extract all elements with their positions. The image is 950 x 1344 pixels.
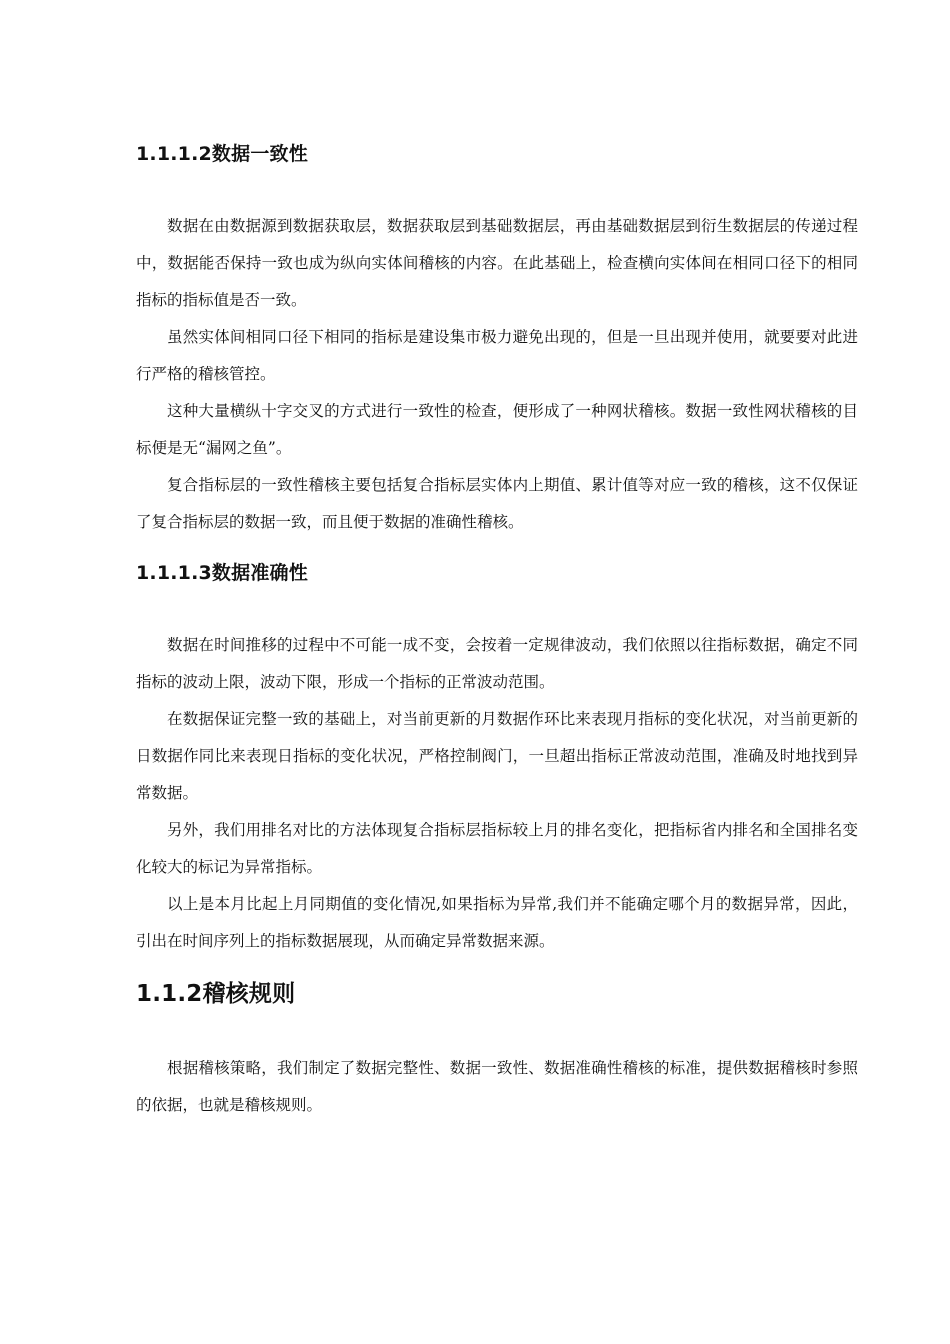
section-heading-data-consistency: 1.1.1.2数据一致性 <box>136 143 308 165</box>
paragraph: 复合指标层的一致性稽核主要包括复合指标层实体内上期值、累计值等对应一致的稽核，这不仅保证了复合指标层的数据一致，而且便于数据的准确性稽核。 <box>136 476 858 531</box>
paragraph: 另外，我们用排名对比的方法体现复合指标层指标较上月的排名变化，把指标省内排名和全国排名变化较大的标记为异常指标。 <box>136 821 858 876</box>
spacer <box>136 170 858 208</box>
section-heading-data-accuracy: 1.1.1.3数据准确性 <box>136 562 308 584</box>
paragraph: 根据稽核策略，我们制定了数据完整性、数据一致性、数据准确性稽核的标准，提供数据稽核时参照的依据，也就是稽核规则。 <box>136 1059 858 1114</box>
section-heading-audit-rules: 1.1.2稽核规则 <box>136 981 296 1007</box>
spacer <box>136 541 858 557</box>
paragraph: 数据在由数据源到数据获取层，数据获取层到基础数据层，再由基础数据层到衍生数据层的传递过程中，数据能否保持一致也成为纵向实体间稽核的内容。在此基础上，检查横向实体间在相同口径下的相同指标的指标值是否一致。 <box>136 217 858 309</box>
paragraph: 虽然实体间相同口径下相同的指标是建设集市极力避免出现的，但是一旦出现并使用，就要要对此进行严格的稽核管控。 <box>136 328 858 383</box>
paragraph: 这种大量横纵十字交叉的方式进行一致性的检查，便形成了一种网状稽核。数据一致性网状稽核的目标便是无“漏网之鱼”。 <box>136 402 858 457</box>
paragraph: 数据在时间推移的过程中不可能一成不变，会按着一定规律波动，我们依照以往指标数据，确定不同指标的波动上限，波动下限，形成一个指标的正常波动范围。 <box>136 636 858 691</box>
spacer <box>136 960 858 976</box>
spacer <box>136 1012 858 1050</box>
paragraph: 以上是本月比起上月同期值的变化情况,如果指标为异常,我们并不能确定哪个月的数据异常，因此，引出在时间序列上的指标数据展现，从而确定异常数据来源。 <box>136 895 858 950</box>
spacer <box>136 589 858 627</box>
paragraph: 在数据保证完整一致的基础上，对当前更新的月数据作环比来表现月指标的变化状况，对当前更新的日数据作同比来表现日指标的变化状况，严格控制阀门，一旦超出指标正常波动范围，准确及时地找到异常数据。 <box>136 710 858 802</box>
document-body <box>136 138 858 1124</box>
